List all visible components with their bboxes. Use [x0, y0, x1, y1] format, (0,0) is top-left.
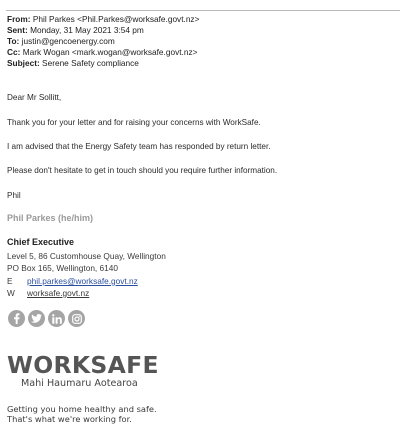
twitter-icon[interactable]	[28, 310, 45, 327]
signature-title: Chief Executive	[7, 237, 75, 247]
salutation: Dear Mr Sollitt,	[7, 93, 62, 102]
email-link[interactable]: phil.parkes@worksafe.govt.nz	[27, 276, 138, 286]
linkedin-icon[interactable]	[48, 310, 65, 327]
header-to: To: justin@gencoenergy.com	[7, 36, 115, 46]
facebook-icon[interactable]	[8, 310, 25, 327]
header-sent: Sent: Monday, 31 May 2021 3:54 pm	[7, 25, 144, 35]
web-key: W	[7, 288, 15, 298]
instagram-icon[interactable]	[68, 310, 85, 327]
worksafe-logo	[7, 353, 159, 389]
footer-line: Getting you home healthy and safe.	[7, 404, 157, 414]
contact-email	[7, 276, 138, 286]
social-links	[8, 310, 85, 327]
logo-tagline: Mahi Haumaru Aotearoa	[21, 378, 138, 389]
header-cc: Cc: Mark Wogan <mark.wogan@worksafe.govt.nz>	[7, 47, 198, 57]
body-paragraph: Please don't hesitate to get in touch should you require further information.	[7, 166, 278, 175]
address-line: Level 5, 86 Customhouse Quay, Wellington	[7, 251, 166, 261]
address-line: PO Box 165, Wellington, 6140	[7, 263, 119, 273]
header-divider	[6, 10, 400, 11]
closing: Phil	[7, 191, 21, 200]
footer-tagline	[7, 404, 157, 424]
website-link[interactable]: worksafe.govt.nz	[27, 288, 90, 298]
signature-name: Phil Parkes (he/him)	[7, 213, 94, 223]
email-key: E	[7, 276, 13, 286]
logo-wordmark: WORKSAFE	[7, 351, 159, 379]
body-paragraph: I am advised that the Energy Safety team has responded by return letter.	[7, 142, 271, 151]
body-paragraph: Thank you for your letter and for raising your concerns with WorkSafe.	[7, 118, 261, 127]
contact-web	[7, 288, 89, 298]
footer-line: That's what we're working for.	[7, 414, 132, 424]
header-from: From: Phil Parkes <Phil.Parkes@worksafe.govt.nz>	[7, 14, 200, 24]
header-subject: Subject: Serene Safety compliance	[7, 58, 139, 68]
email-header	[7, 14, 199, 69]
